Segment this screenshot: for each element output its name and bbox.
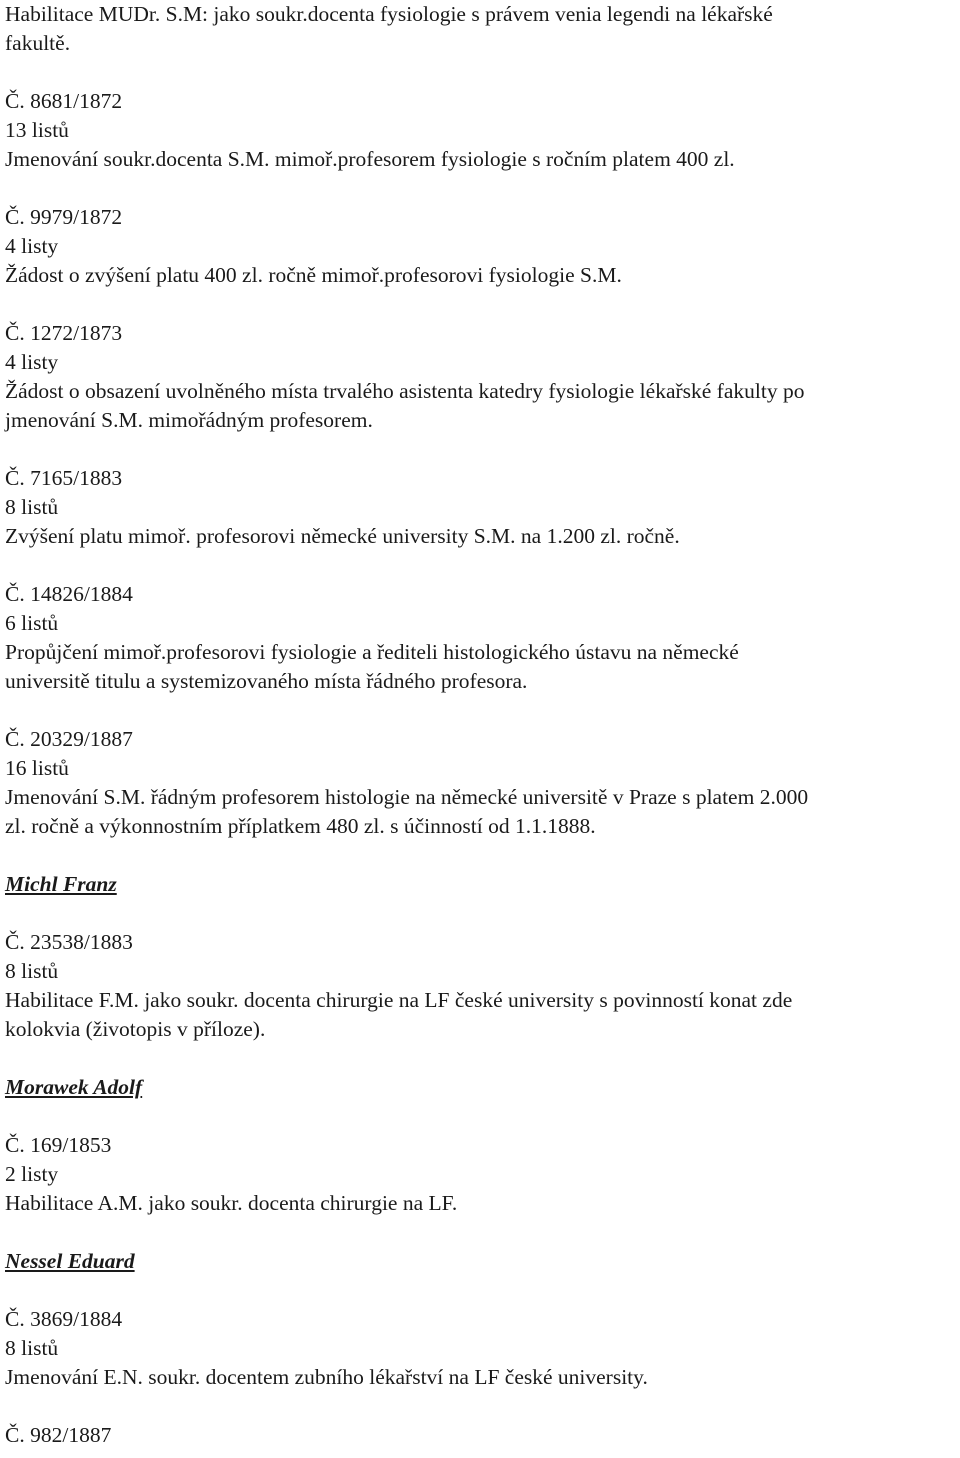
record-sheet-count: 13 listů (5, 118, 69, 142)
record-description: Habilitace A.M. jako soukr. docenta chirurgie na LF. (5, 1191, 458, 1215)
spacer (5, 174, 955, 203)
record-description-cont: jmenování S.M. mimořádným profesorem. (5, 408, 373, 432)
record-sheet-count: 8 listů (5, 495, 59, 519)
spacer (5, 1392, 955, 1421)
record-description: Habilitace F.M. jako soukr. docenta chirurgie na LF české university s povinností konat zde (5, 988, 793, 1012)
person-heading-morawek: Morawek Adolf (5, 1075, 143, 1099)
spacer (5, 696, 955, 725)
record-sheet-count: 2 listy (5, 1162, 59, 1186)
record-number: Č. 1272/1873 (5, 321, 123, 345)
record-description-cont: universitě titulu a systemizovaného místa řádného profesora. (5, 669, 528, 693)
record-sheet-count: 8 listů (5, 959, 59, 983)
record-description-cont: zl. ročně a výkonnostním příplatkem 480 zl. s účinností od 1.1.1888. (5, 814, 596, 838)
record-sheet-count: 16 listů (5, 756, 69, 780)
record-description: Jmenování S.M. řádným profesorem histologie na německé universitě v Praze s platem 2.000 (5, 785, 809, 809)
record-description: Propůjčení mimoř.profesorovi fysiologie a řediteli histologického ústavu na německé (5, 640, 739, 664)
spacer (5, 841, 955, 870)
record-sheet-count: 6 listů (5, 611, 59, 635)
record-sheet-count: 8 listů (5, 1336, 59, 1360)
record-description: Habilitace MUDr. S.M: jako soukr.docenta fysiologie s právem venia legendi na lékařské (5, 2, 773, 26)
record-number: Č. 14826/1884 (5, 582, 133, 606)
record-number: Č. 982/1887 (5, 1423, 112, 1447)
record-description: Žádost o zvýšení platu 400 zl. ročně mimoř.profesorovi fysiologie S.M. (5, 263, 622, 287)
record-description: Žádost o obsazení uvolněného místa trvalého asistenta katedry fysiologie lékařské fakulty po (5, 379, 805, 403)
record-number: Č. 169/1853 (5, 1133, 112, 1157)
record-number: Č. 9979/1872 (5, 205, 123, 229)
record-number: Č. 3869/1884 (5, 1307, 123, 1331)
spacer (5, 899, 955, 928)
document-body (5, 0, 955, 1450)
record-description: Jmenování E.N. soukr. docentem zubního lékařství na LF české university. (5, 1365, 648, 1389)
record-sheet-count: 4 listy (5, 350, 59, 374)
spacer (5, 1218, 955, 1247)
record-sheet-count: 4 listy (5, 234, 59, 258)
spacer (5, 1044, 955, 1073)
record-description: Zvýšení platu mimoř. profesorovi německé university S.M. na 1.200 zl. ročně. (5, 524, 680, 548)
spacer (5, 58, 955, 87)
spacer (5, 290, 955, 319)
record-description-cont: kolokvia (životopis v příloze). (5, 1017, 266, 1041)
record-description-cont: fakultě. (5, 31, 71, 55)
record-number: Č. 23538/1883 (5, 930, 133, 954)
spacer (5, 1102, 955, 1131)
spacer (5, 1276, 955, 1305)
record-number: Č. 20329/1887 (5, 727, 133, 751)
record-number: Č. 7165/1883 (5, 466, 123, 490)
spacer (5, 435, 955, 464)
person-heading-michl: Michl Franz (5, 872, 117, 896)
person-heading-nessel: Nessel Eduard (5, 1249, 135, 1273)
spacer (5, 551, 955, 580)
record-number: Č. 8681/1872 (5, 89, 123, 113)
record-description: Jmenování soukr.docenta S.M. mimoř.profesorem fysiologie s ročním platem 400 zl. (5, 147, 735, 171)
